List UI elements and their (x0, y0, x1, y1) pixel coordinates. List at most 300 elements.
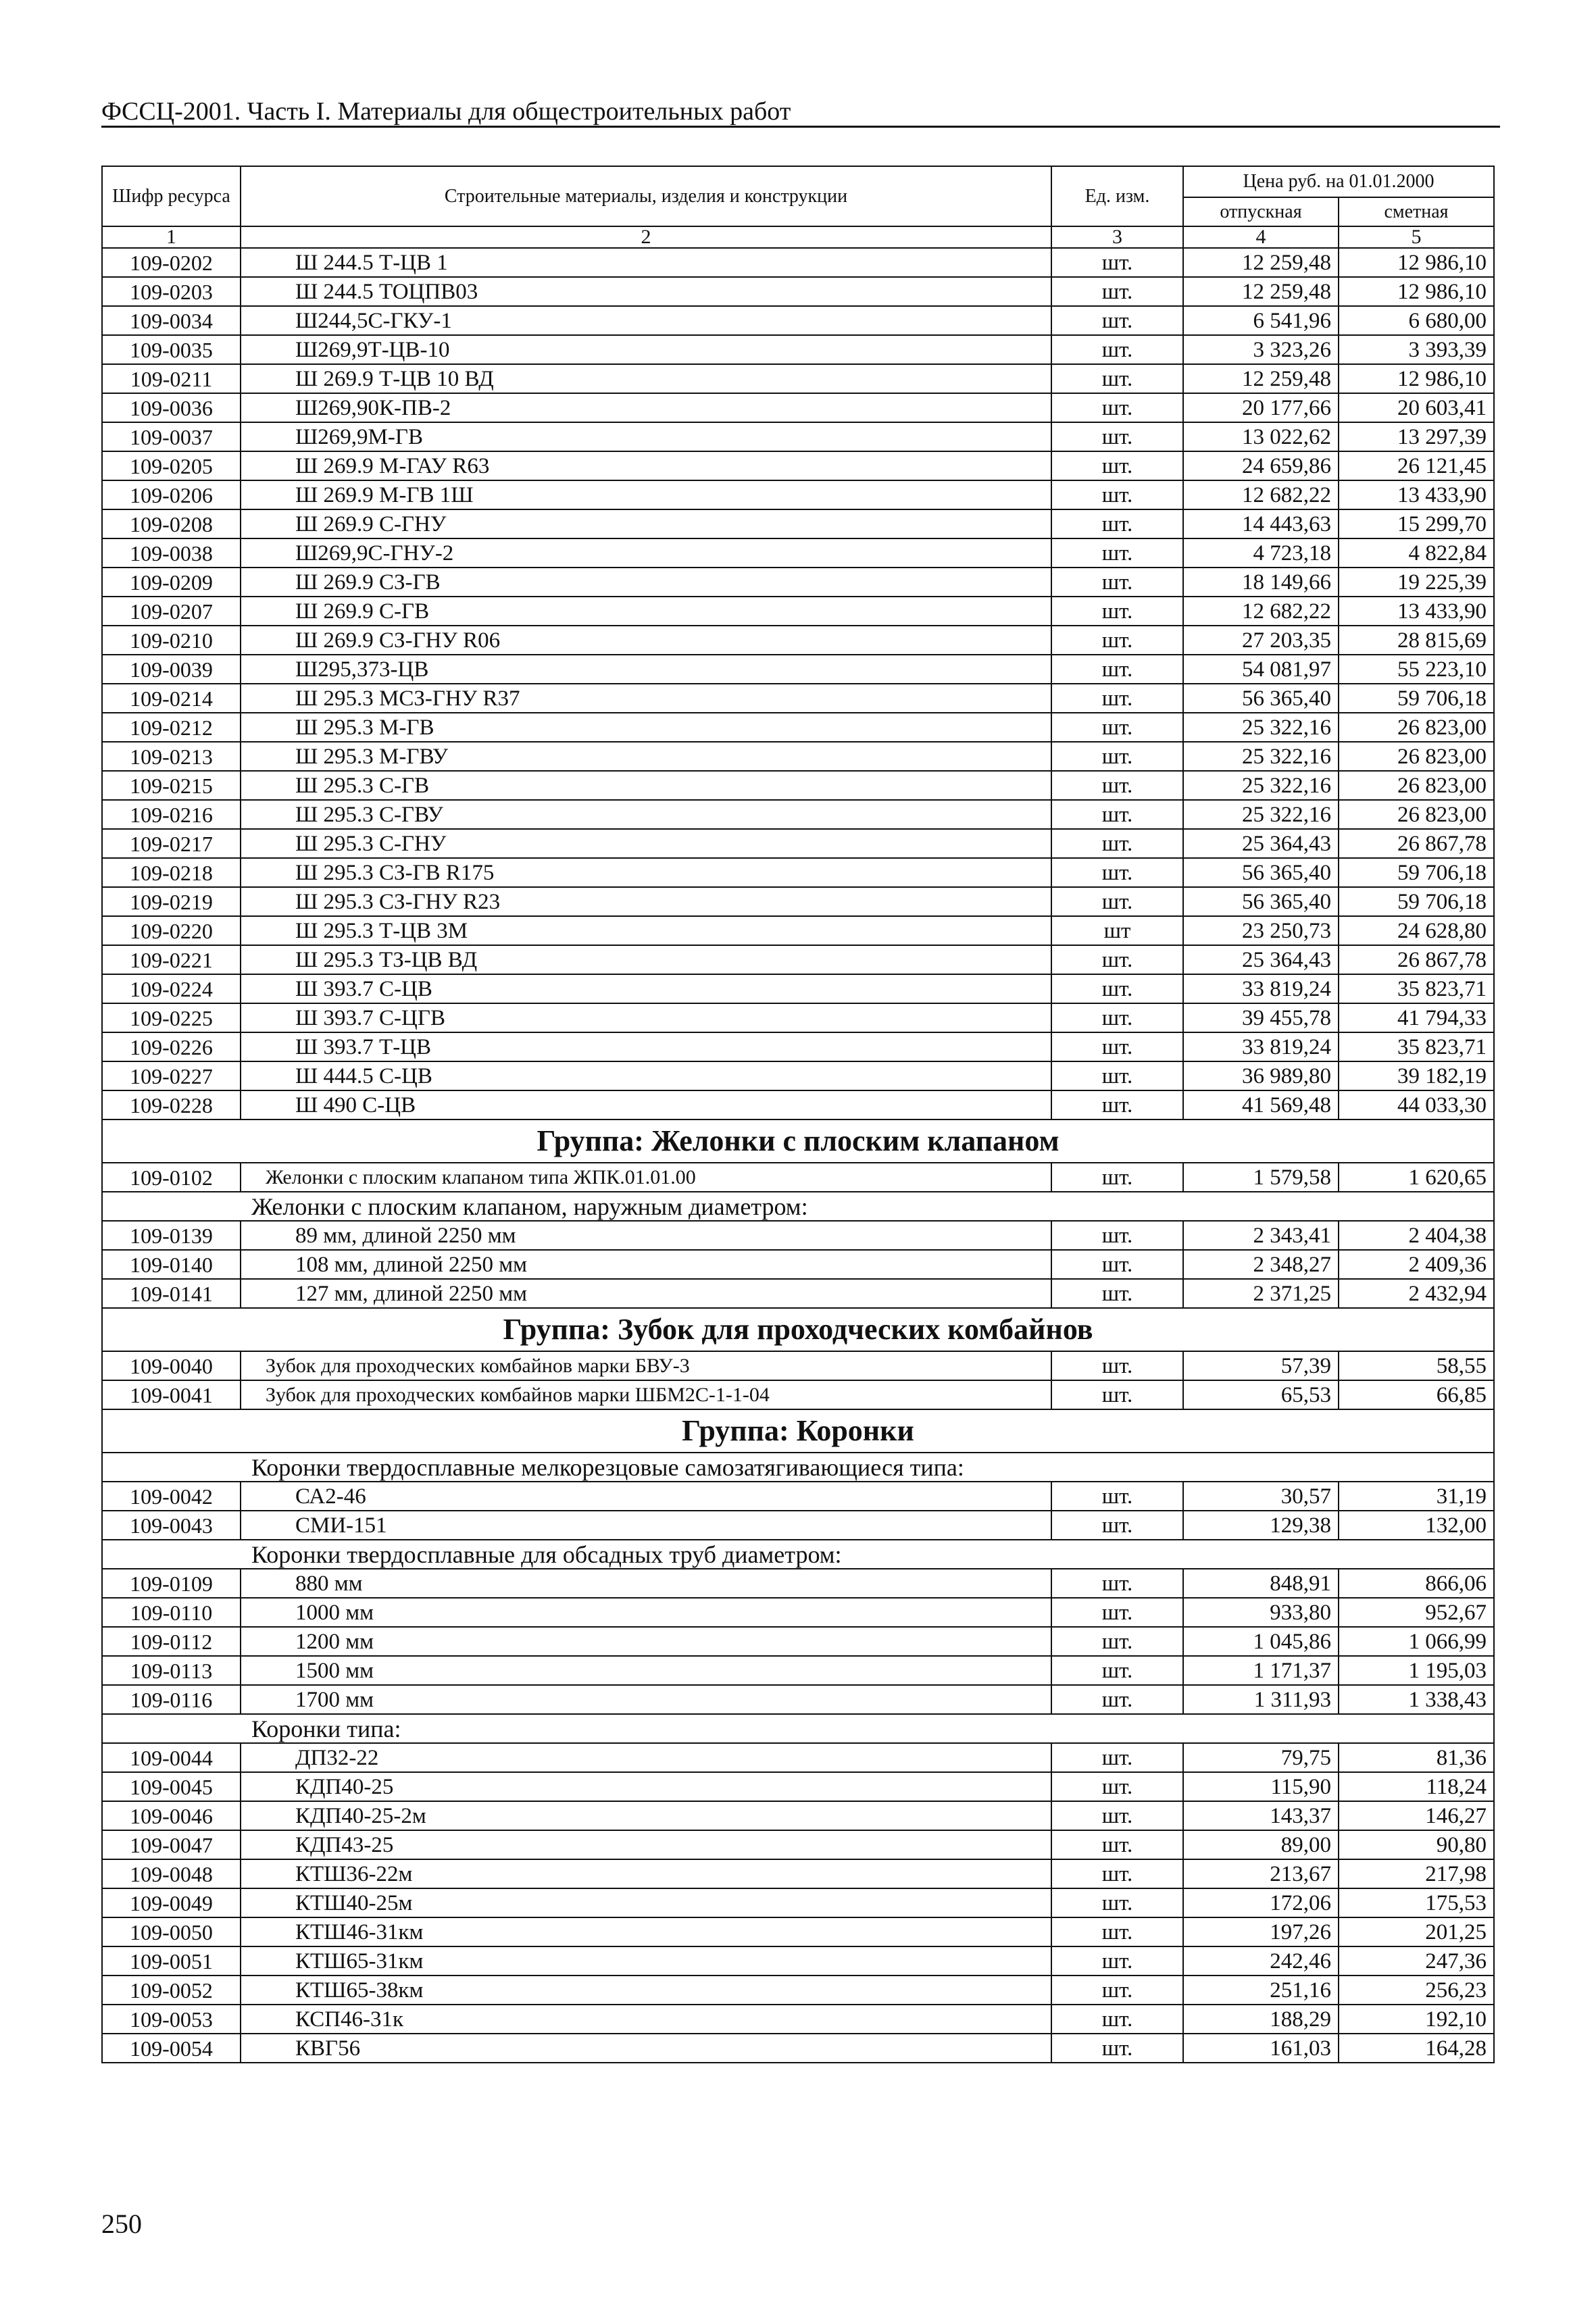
unit: шт. (1051, 1221, 1183, 1250)
material-name: Ш 393.7 С-ЦВ (241, 974, 1051, 1003)
unit: шт. (1051, 858, 1183, 887)
table-row (102, 480, 1494, 509)
material-name: Ш 393.7 С-ЦГВ (241, 1003, 1051, 1032)
resource-code: 109-0040 (102, 1351, 241, 1380)
estimate-price: 59 706,18 (1339, 684, 1494, 713)
material-name: КВГ56 (241, 2034, 1051, 2063)
unit: шт. (1051, 1859, 1183, 1888)
estimate-price: 12 986,10 (1339, 364, 1494, 393)
estimate-price: 12 986,10 (1339, 248, 1494, 277)
resource-code: 109-0215 (102, 771, 241, 800)
resource-code: 109-0042 (102, 1482, 241, 1511)
unit: шт. (1051, 335, 1183, 364)
release-price: 79,75 (1183, 1743, 1339, 1772)
column-number: 4 (1183, 226, 1339, 248)
unit: шт. (1051, 771, 1183, 800)
table-row (102, 626, 1494, 655)
material-name: Желонки с плоским клапаном типа ЖПК.01.01.00 (241, 1163, 1051, 1192)
material-name: 880 мм (241, 1569, 1051, 1598)
unit: шт. (1051, 538, 1183, 568)
material-name: Ш 295.3 М-ГВУ (241, 742, 1051, 771)
estimate-price: 201,25 (1339, 1917, 1494, 1946)
release-price: 4 723,18 (1183, 538, 1339, 568)
material-name: КТШ40-25м (241, 1888, 1051, 1917)
release-price: 2 371,25 (1183, 1279, 1339, 1308)
estimate-price: 59 706,18 (1339, 887, 1494, 916)
release-price: 251,16 (1183, 1976, 1339, 2005)
release-price: 18 149,66 (1183, 568, 1339, 597)
release-price: 172,06 (1183, 1888, 1339, 1917)
unit: шт. (1051, 1003, 1183, 1032)
unit: шт. (1051, 480, 1183, 509)
resource-code: 109-0139 (102, 1221, 241, 1250)
column-number: 3 (1051, 226, 1183, 248)
resource-code: 109-0054 (102, 2034, 241, 2063)
material-name: Ш269,9М-ГВ (241, 422, 1051, 451)
unit: шт. (1051, 248, 1183, 277)
table-row (102, 1163, 1494, 1192)
release-price: 36 989,80 (1183, 1061, 1339, 1090)
release-price: 2 343,41 (1183, 1221, 1339, 1250)
estimate-price: 28 815,69 (1339, 626, 1494, 655)
unit: шт. (1051, 1830, 1183, 1859)
resource-code: 109-0206 (102, 480, 241, 509)
resource-code: 109-0102 (102, 1163, 241, 1192)
resource-code: 109-0214 (102, 684, 241, 713)
estimate-price: 26 823,00 (1339, 742, 1494, 771)
resource-code: 109-0213 (102, 742, 241, 771)
resource-code: 109-0034 (102, 306, 241, 335)
release-price: 25 322,16 (1183, 713, 1339, 742)
resource-code: 109-0212 (102, 713, 241, 742)
header-name: Строительные материалы, изделия и конструкции (241, 166, 1051, 226)
estimate-price: 19 225,39 (1339, 568, 1494, 597)
estimate-price: 13 433,90 (1339, 480, 1494, 509)
table-row (102, 393, 1494, 422)
table-row (102, 277, 1494, 306)
unit: шт. (1051, 306, 1183, 335)
subgroup-heading-row (102, 1453, 1494, 1482)
header-release-price: отпускная (1183, 197, 1339, 226)
unit: шт. (1051, 568, 1183, 597)
table-row (102, 335, 1494, 364)
material-name: Ш 269.9 Т-ЦВ 10 ВД (241, 364, 1051, 393)
table-row (102, 655, 1494, 684)
estimate-price: 247,36 (1339, 1946, 1494, 1976)
table-row (102, 1888, 1494, 1917)
material-name: 1500 мм (241, 1656, 1051, 1685)
resource-code: 109-0218 (102, 858, 241, 887)
resource-code: 109-0202 (102, 248, 241, 277)
estimate-price: 192,10 (1339, 2005, 1494, 2034)
material-name: Ш 295.3 М-ГВ (241, 713, 1051, 742)
table-row (102, 1917, 1494, 1946)
material-name: 108 мм, длиной 2250 мм (241, 1250, 1051, 1279)
estimate-price: 26 823,00 (1339, 771, 1494, 800)
resource-code: 109-0052 (102, 1976, 241, 2005)
estimate-price: 81,36 (1339, 1743, 1494, 1772)
resource-code: 109-0037 (102, 422, 241, 451)
material-name: Ш 444.5 С-ЦВ (241, 1061, 1051, 1090)
release-price: 23 250,73 (1183, 916, 1339, 945)
material-name: Ш 269.9 СЗ-ГВ (241, 568, 1051, 597)
table-row (102, 568, 1494, 597)
estimate-price: 13 297,39 (1339, 422, 1494, 451)
estimate-price: 31,19 (1339, 1482, 1494, 1511)
estimate-price: 26 867,78 (1339, 829, 1494, 858)
release-price: 14 443,63 (1183, 509, 1339, 538)
material-name: Ш 244.5 Т-ЦВ 1 (241, 248, 1051, 277)
material-name: Ш269,9Т-ЦВ-10 (241, 335, 1051, 364)
estimate-price: 866,06 (1339, 1569, 1494, 1598)
release-price: 197,26 (1183, 1917, 1339, 1946)
estimate-price: 4 822,84 (1339, 538, 1494, 568)
subgroup-heading-row (102, 1192, 1494, 1221)
estimate-price: 13 433,90 (1339, 597, 1494, 626)
resource-code: 109-0110 (102, 1598, 241, 1627)
unit: шт. (1051, 626, 1183, 655)
release-price: 12 682,22 (1183, 597, 1339, 626)
material-name: 89 мм, длиной 2250 мм (241, 1221, 1051, 1250)
release-price: 12 259,48 (1183, 364, 1339, 393)
material-name: Ш 269.9 С-ГВ (241, 597, 1051, 626)
unit: шт. (1051, 1772, 1183, 1801)
unit: шт. (1051, 1888, 1183, 1917)
material-name: Ш 244.5 ТОЦПВ03 (241, 277, 1051, 306)
unit: шт. (1051, 800, 1183, 829)
table-row (102, 1830, 1494, 1859)
table-row (102, 1656, 1494, 1685)
table-row (102, 1627, 1494, 1656)
unit: шт. (1051, 1598, 1183, 1627)
column-number: 5 (1339, 226, 1494, 248)
resource-code: 109-0220 (102, 916, 241, 945)
unit: шт. (1051, 829, 1183, 858)
estimate-price: 20 603,41 (1339, 393, 1494, 422)
unit: шт. (1051, 509, 1183, 538)
unit: шт. (1051, 1743, 1183, 1772)
resource-code: 109-0209 (102, 568, 241, 597)
estimate-price: 2 409,36 (1339, 1250, 1494, 1279)
group-heading: Группа: Коронки (102, 1409, 1494, 1453)
resource-code: 109-0141 (102, 1279, 241, 1308)
release-price: 41 569,48 (1183, 1090, 1339, 1120)
estimate-price: 26 121,45 (1339, 451, 1494, 480)
release-price: 13 022,62 (1183, 422, 1339, 451)
estimate-price: 132,00 (1339, 1511, 1494, 1540)
resource-code: 109-0050 (102, 1917, 241, 1946)
release-price: 25 364,43 (1183, 945, 1339, 974)
table-row (102, 1976, 1494, 2005)
release-price: 2 348,27 (1183, 1250, 1339, 1279)
material-name: 1700 мм (241, 1685, 1051, 1714)
estimate-price: 1 195,03 (1339, 1656, 1494, 1685)
unit: шт. (1051, 887, 1183, 916)
release-price: 56 365,40 (1183, 887, 1339, 916)
resource-code: 109-0109 (102, 1569, 241, 1598)
unit: шт. (1051, 713, 1183, 742)
table-row (102, 713, 1494, 742)
release-price: 89,00 (1183, 1830, 1339, 1859)
table-row (102, 887, 1494, 916)
group-heading-row (102, 1409, 1494, 1453)
resource-code: 109-0140 (102, 1250, 241, 1279)
resource-code: 109-0035 (102, 335, 241, 364)
table-row (102, 945, 1494, 974)
table-row (102, 1743, 1494, 1772)
unit: шт. (1051, 742, 1183, 771)
header-price: Цена руб. на 01.01.2000 (1183, 166, 1494, 197)
resource-code: 109-0116 (102, 1685, 241, 1714)
material-name: Ш269,90К-ПВ-2 (241, 393, 1051, 422)
table-row (102, 742, 1494, 771)
release-price: 143,37 (1183, 1801, 1339, 1830)
release-price: 24 659,86 (1183, 451, 1339, 480)
estimate-price: 35 823,71 (1339, 1032, 1494, 1061)
estimate-price: 26 823,00 (1339, 713, 1494, 742)
release-price: 65,53 (1183, 1380, 1339, 1409)
estimate-price: 35 823,71 (1339, 974, 1494, 1003)
release-price: 25 322,16 (1183, 800, 1339, 829)
release-price: 213,67 (1183, 1859, 1339, 1888)
material-name: Ш 490 С-ЦВ (241, 1090, 1051, 1120)
unit: шт. (1051, 1685, 1183, 1714)
estimate-price: 217,98 (1339, 1859, 1494, 1888)
material-name: Ш 295.3 С-ГВУ (241, 800, 1051, 829)
release-price: 188,29 (1183, 2005, 1339, 2034)
table-row (102, 800, 1494, 829)
table-row (102, 1598, 1494, 1627)
release-price: 25 322,16 (1183, 742, 1339, 771)
resource-code: 109-0226 (102, 1032, 241, 1061)
resource-code: 109-0205 (102, 451, 241, 480)
table-body (102, 248, 1494, 2063)
material-name: КТШ65-38км (241, 1976, 1051, 2005)
material-name: Зубок для проходческих комбайнов марки ШБМ2С-1-1-04 (241, 1380, 1051, 1409)
release-price: 25 364,43 (1183, 829, 1339, 858)
material-name: КСП46-31к (241, 2005, 1051, 2034)
group-heading: Группа: Желонки с плоским клапаном (102, 1120, 1494, 1163)
table-row (102, 1250, 1494, 1279)
material-name: КДП43-25 (241, 1830, 1051, 1859)
estimate-price: 164,28 (1339, 2034, 1494, 2063)
resource-code: 109-0227 (102, 1061, 241, 1090)
release-price: 933,80 (1183, 1598, 1339, 1627)
release-price: 56 365,40 (1183, 684, 1339, 713)
release-price: 1 579,58 (1183, 1163, 1339, 1192)
estimate-price: 12 986,10 (1339, 277, 1494, 306)
material-name: Ш295,373-ЦВ (241, 655, 1051, 684)
page-number: 250 (101, 2209, 142, 2239)
unit: шт. (1051, 655, 1183, 684)
table-row (102, 1772, 1494, 1801)
material-name: 1200 мм (241, 1627, 1051, 1656)
estimate-price: 118,24 (1339, 1772, 1494, 1801)
estimate-price: 6 680,00 (1339, 306, 1494, 335)
unit: шт. (1051, 1482, 1183, 1511)
resource-code: 109-0219 (102, 887, 241, 916)
resource-code: 109-0045 (102, 1772, 241, 1801)
estimate-price: 175,53 (1339, 1888, 1494, 1917)
material-name: КТШ36-22м (241, 1859, 1051, 1888)
release-price: 56 365,40 (1183, 858, 1339, 887)
estimate-price: 146,27 (1339, 1801, 1494, 1830)
release-price: 39 455,78 (1183, 1003, 1339, 1032)
material-name: Ш244,5С-ГКУ-1 (241, 306, 1051, 335)
table-row (102, 684, 1494, 713)
table-row (102, 1569, 1494, 1598)
material-name: Ш 295.3 СЗ-ГВ R175 (241, 858, 1051, 887)
resource-code: 109-0203 (102, 277, 241, 306)
release-price: 6 541,96 (1183, 306, 1339, 335)
header-code: Шифр ресурса (102, 166, 241, 226)
resource-code: 109-0051 (102, 1946, 241, 1976)
material-name: КДП40-25 (241, 1772, 1051, 1801)
estimate-price: 1 338,43 (1339, 1685, 1494, 1714)
material-name: 127 мм, длиной 2250 мм (241, 1279, 1051, 1308)
resource-code: 109-0224 (102, 974, 241, 1003)
unit: шт. (1051, 1061, 1183, 1090)
release-price: 115,90 (1183, 1772, 1339, 1801)
table-row (102, 1221, 1494, 1250)
group-heading: Группа: Зубок для проходческих комбайнов (102, 1308, 1494, 1351)
material-name: СМИ-151 (241, 1511, 1051, 1540)
table-row (102, 858, 1494, 887)
resource-code: 109-0228 (102, 1090, 241, 1120)
resource-code: 109-0047 (102, 1830, 241, 1859)
group-heading-row (102, 1308, 1494, 1351)
subgroup-heading: Коронки твердосплавные мелкорезцовые самозатягивающиеся типа: (102, 1453, 1494, 1482)
release-price: 20 177,66 (1183, 393, 1339, 422)
release-price: 30,57 (1183, 1482, 1339, 1511)
table-row (102, 2005, 1494, 2034)
material-name: Ш 393.7 Т-ЦВ (241, 1032, 1051, 1061)
material-name: Ш269,9С-ГНУ-2 (241, 538, 1051, 568)
resource-code: 109-0043 (102, 1511, 241, 1540)
header-rule (101, 126, 1500, 128)
material-name: Ш 295.3 С-ГНУ (241, 829, 1051, 858)
unit: шт. (1051, 1511, 1183, 1540)
material-name: Ш 295.3 ТЗ-ЦВ ВД (241, 945, 1051, 974)
estimate-price: 39 182,19 (1339, 1061, 1494, 1090)
header-estimate-price: сметная (1339, 197, 1494, 226)
release-price: 12 259,48 (1183, 277, 1339, 306)
resource-code: 109-0112 (102, 1627, 241, 1656)
estimate-price: 2 432,94 (1339, 1279, 1494, 1308)
unit: шт. (1051, 974, 1183, 1003)
table-row (102, 1380, 1494, 1409)
resource-code: 109-0221 (102, 945, 241, 974)
table-row (102, 1511, 1494, 1540)
unit: шт. (1051, 422, 1183, 451)
resource-code: 109-0046 (102, 1801, 241, 1830)
table-row (102, 538, 1494, 568)
resource-code: 109-0041 (102, 1380, 241, 1409)
material-name: Ш 295.3 Т-ЦВ 3М (241, 916, 1051, 945)
resource-code: 109-0044 (102, 1743, 241, 1772)
unit: шт. (1051, 1032, 1183, 1061)
table-row (102, 1482, 1494, 1511)
page-header: ФССЦ-2001. Часть I. Материалы для общестроительных работ (101, 97, 791, 126)
table-row (102, 306, 1494, 335)
unit: шт. (1051, 364, 1183, 393)
release-price: 1 045,86 (1183, 1627, 1339, 1656)
release-price: 33 819,24 (1183, 1032, 1339, 1061)
table-row (102, 1090, 1494, 1120)
release-price: 57,39 (1183, 1351, 1339, 1380)
release-price: 242,46 (1183, 1946, 1339, 1976)
estimate-price: 3 393,39 (1339, 335, 1494, 364)
resource-code: 109-0225 (102, 1003, 241, 1032)
resource-code: 109-0053 (102, 2005, 241, 2034)
release-price: 129,38 (1183, 1511, 1339, 1540)
estimate-price: 59 706,18 (1339, 858, 1494, 887)
estimate-price: 58,55 (1339, 1351, 1494, 1380)
unit: шт. (1051, 1569, 1183, 1598)
material-name: КТШ46-31км (241, 1917, 1051, 1946)
release-price: 12 259,48 (1183, 248, 1339, 277)
unit: шт. (1051, 1627, 1183, 1656)
estimate-price: 15 299,70 (1339, 509, 1494, 538)
release-price: 27 203,35 (1183, 626, 1339, 655)
table-row (102, 248, 1494, 277)
release-price: 1 171,37 (1183, 1656, 1339, 1685)
estimate-price: 952,67 (1339, 1598, 1494, 1627)
material-name: Ш 295.3 МСЗ-ГНУ R37 (241, 684, 1051, 713)
table-row (102, 771, 1494, 800)
table-row (102, 1279, 1494, 1308)
estimate-price: 41 794,33 (1339, 1003, 1494, 1032)
table-row (102, 829, 1494, 858)
table-row (102, 1061, 1494, 1090)
table-row (102, 509, 1494, 538)
group-heading-row (102, 1120, 1494, 1163)
unit: шт. (1051, 1279, 1183, 1308)
unit: шт. (1051, 1090, 1183, 1120)
release-price: 33 819,24 (1183, 974, 1339, 1003)
unit: шт (1051, 916, 1183, 945)
table-row (102, 1685, 1494, 1714)
estimate-price: 90,80 (1339, 1830, 1494, 1859)
table-row (102, 364, 1494, 393)
resource-code: 109-0210 (102, 626, 241, 655)
unit: шт. (1051, 1946, 1183, 1976)
material-name: Ш 269.9 С-ГНУ (241, 509, 1051, 538)
table-row (102, 422, 1494, 451)
resource-code: 109-0208 (102, 509, 241, 538)
unit: шт. (1051, 1250, 1183, 1279)
material-name: Ш 295.3 С-ГВ (241, 771, 1051, 800)
estimate-price: 44 033,30 (1339, 1090, 1494, 1120)
material-name: КТШ65-31км (241, 1946, 1051, 1976)
unit: шт. (1051, 1917, 1183, 1946)
release-price: 161,03 (1183, 2034, 1339, 2063)
column-number: 1 (102, 226, 241, 248)
material-name: СА2-46 (241, 1482, 1051, 1511)
subgroup-heading: Коронки типа: (102, 1714, 1494, 1743)
unit: шт. (1051, 597, 1183, 626)
unit: шт. (1051, 277, 1183, 306)
estimate-price: 24 628,80 (1339, 916, 1494, 945)
unit: шт. (1051, 393, 1183, 422)
unit: шт. (1051, 1801, 1183, 1830)
unit: шт. (1051, 684, 1183, 713)
estimate-price: 26 823,00 (1339, 800, 1494, 829)
release-price: 1 311,93 (1183, 1685, 1339, 1714)
price-table (101, 166, 1495, 2063)
estimate-price: 1 066,99 (1339, 1627, 1494, 1656)
estimate-price: 66,85 (1339, 1380, 1494, 1409)
